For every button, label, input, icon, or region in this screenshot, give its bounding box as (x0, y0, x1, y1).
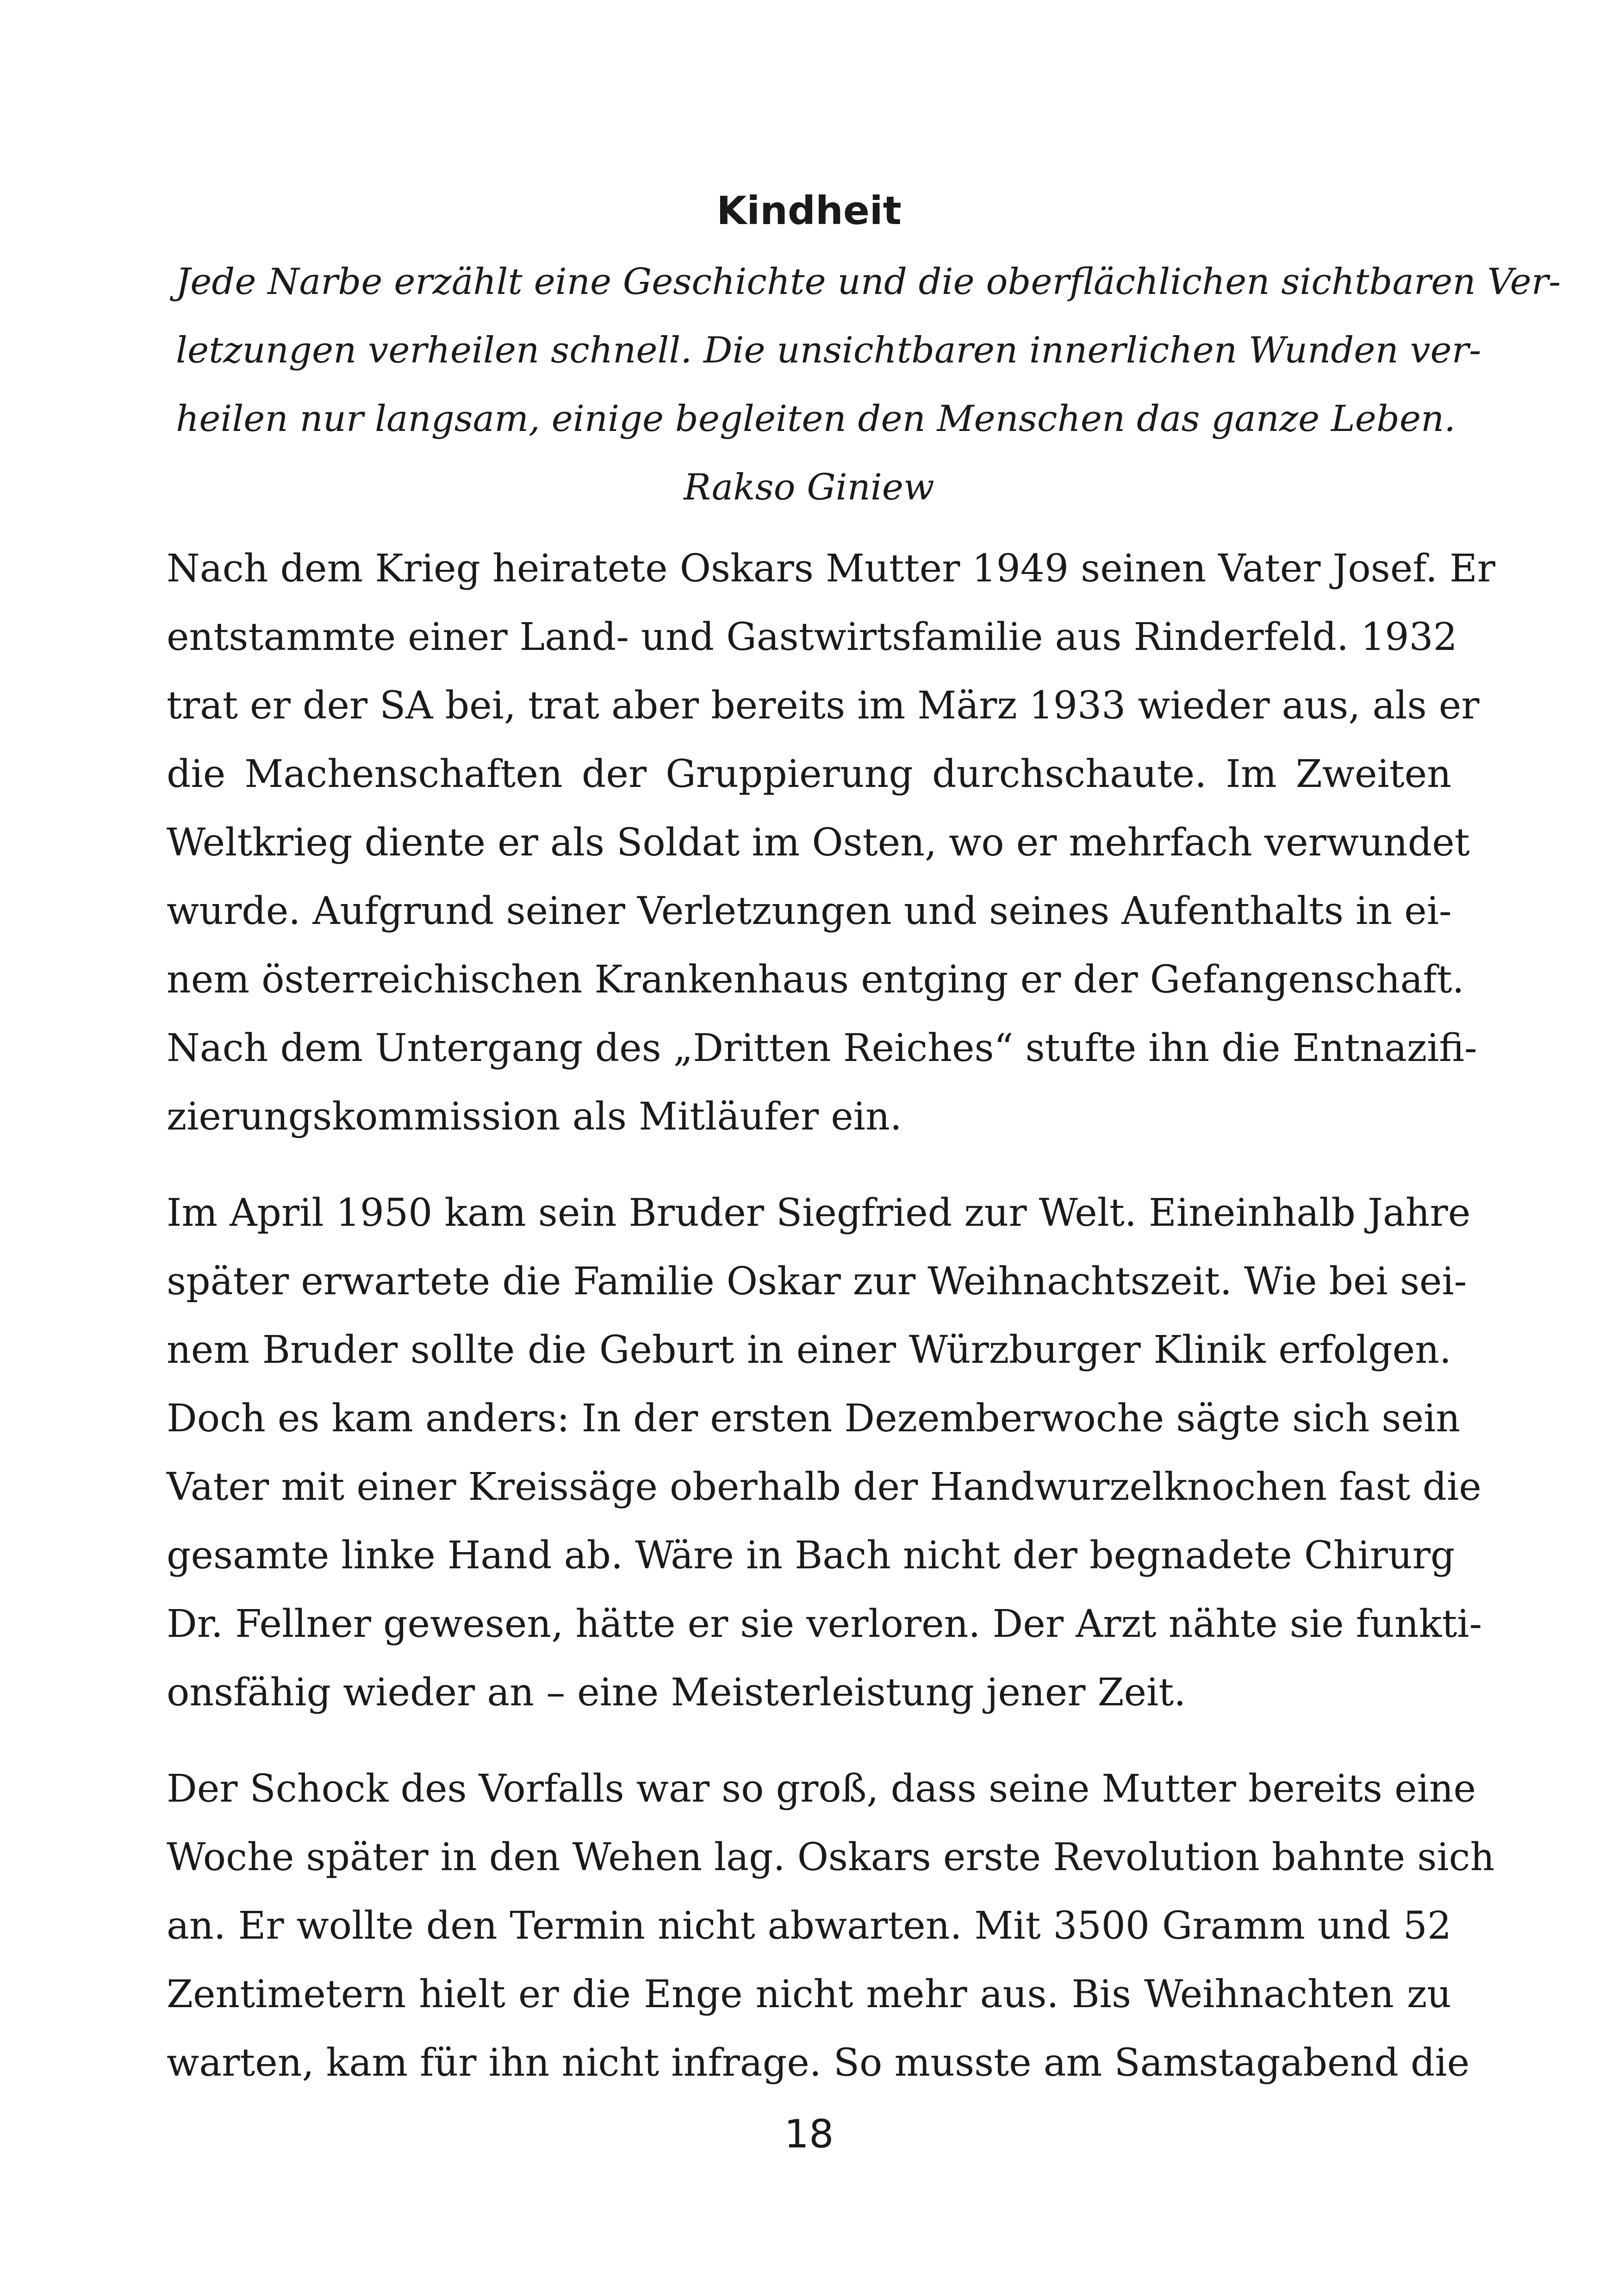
text-line: Dr. Fellner gewesen, hätte er sie verloren. Der Arzt nähte sie funkti- (167, 1602, 1482, 1646)
text-line: Vater mit einer Kreissäge oberhalb der Handwurzelknochen fast die (167, 1465, 1481, 1509)
paragraph (167, 535, 1496, 1151)
text-line: Woche später in den Wehen lag. Oskars erste Revolution bahnte sich (167, 1835, 1495, 1879)
text-line: onsfähig wieder an – eine Meisterleistung jener Zeit. (167, 1671, 1186, 1715)
epigraph (176, 248, 1561, 522)
text-line: Nach dem Untergang des „Dritten Reiches“ stufte ihn die Entnazifi- (167, 1026, 1477, 1070)
text-line: Weltkrieg diente er als Soldat im Osten, wo er mehrfach verwundet (167, 821, 1470, 865)
epigraph-author: Rakso Giniew (684, 467, 934, 508)
text-line: entstammte einer Land- und Gastwirtsfamilie aus Rinderfeld. 1932 (167, 615, 1457, 659)
text-line: Der Schock des Vorfalls war so groß, dass seine Mutter bereits eine (167, 1767, 1476, 1811)
epigraph-line: heilen nur langsam, einige begleiten den Menschen das ganze Leben. (176, 398, 1456, 440)
paragraph (167, 1755, 1495, 2097)
text-line: warten, kam für ihn nicht infrage. So musste am Samstagabend die (167, 2041, 1470, 2085)
text-line: wurde. Aufgrund seiner Verletzungen und seines Aufenthalts in ei- (167, 889, 1452, 933)
text-line: die Machenschaften der Gruppierung durchschaute. Im Zweiten (167, 752, 1451, 796)
paragraph (167, 1179, 1482, 1727)
text-line: trat er der SA bei, trat aber bereits im März 1933 wieder aus, als er (167, 684, 1480, 728)
text-line: nem österreichischen Krankenhaus entging er der Gefangenschaft. (167, 958, 1464, 1002)
epigraph-line: letzungen verheilen schnell. Die unsichtbaren innerlichen Wunden ver- (176, 330, 1481, 371)
text-line: später erwartete die Familie Oskar zur Weihnachtszeit. Wie bei sei- (167, 1260, 1467, 1304)
page-number: 18 (784, 2111, 834, 2157)
epigraph-line: Jede Narbe erzählt eine Geschichte und die oberflächlichen sichtbaren Ver- (176, 261, 1561, 303)
text-line: Im April 1950 kam sein Bruder Siegfried zur Welt. Eineinhalb Jahre (167, 1191, 1471, 1235)
text-line: nem Bruder sollte die Geburt in einer Würzburger Klinik erfolgen. (167, 1328, 1451, 1372)
text-line: an. Er wollte den Termin nicht abwarten. Mit 3500 Gramm und 52 (167, 1904, 1451, 1948)
text-line: gesamte linke Hand ab. Wäre in Bach nicht der begnadete Chirurg (167, 1534, 1455, 1578)
body-text (167, 535, 1496, 2125)
text-line: Doch es kam anders: In der ersten Dezemberwoche sägte sich sein (167, 1397, 1461, 1441)
text-line: zierungskommission als Mitläufer ein. (167, 1095, 902, 1139)
text-line: Zentimetern hielt er die Enge nicht mehr aus. Bis Weihnachten zu (167, 1972, 1451, 2016)
chapter-title: Kindheit (716, 188, 902, 233)
text-line: Nach dem Krieg heiratete Oskars Mutter 1949 seinen Vater Josef. Er (167, 547, 1496, 591)
